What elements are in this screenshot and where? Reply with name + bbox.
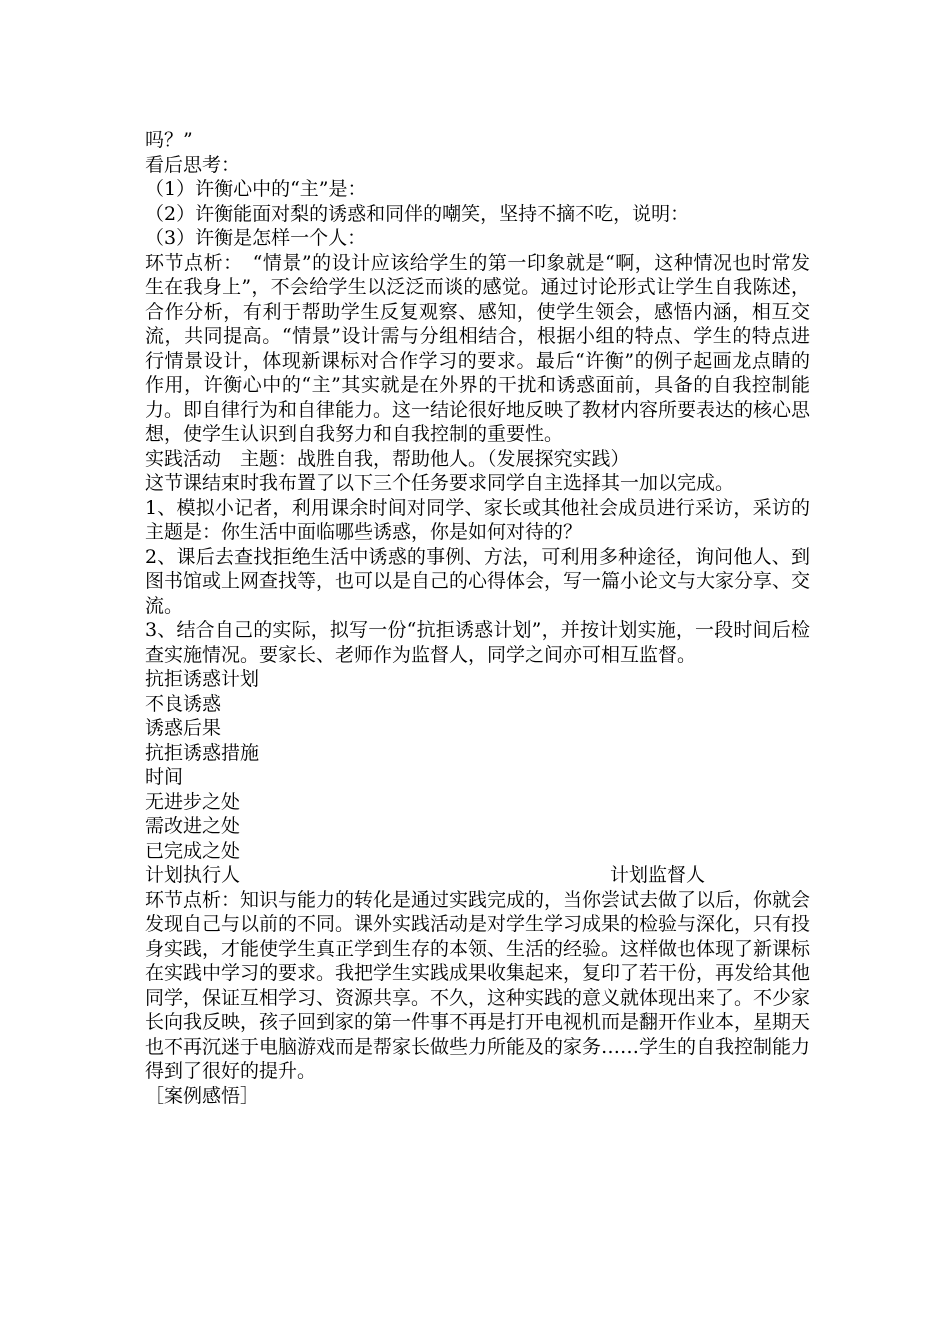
plan-item-time: 时间 (145, 766, 184, 788)
quote-ending: 吗？” (145, 129, 193, 151)
plan-item-needs-improvement: 需改进之处 (145, 815, 241, 837)
document-page (145, 128, 810, 1108)
question-1: （1）许衡心中的“主”是： (145, 178, 367, 200)
signature-row (145, 863, 705, 888)
reflection-heading: 看后思考： (145, 153, 241, 176)
plan-item-bad-temptation: 不良诱惑 (145, 692, 222, 715)
task-2: 2、课后去查找拒绝生活中诱惑的事例、方法，可利用多种途径，询问他人、到图书馆或上网查找等，也可以是自己的心得体会，写一篇小论文与大家分享、交流。 (145, 545, 811, 617)
task-intro: 这节课结束时我布置了以下三个任务要求同学自主选择其一加以完成。 (145, 472, 735, 494)
plan-item-measures: 抗拒诱惑措施 (145, 741, 260, 764)
plan-title: 抗拒诱惑计划 (145, 668, 260, 690)
analysis-paragraph-2: 环节点析：知识与能力的转化是通过实践完成的，当你尝试去做了以后，你就会发现自己与以前的不同。课外实践活动是对学生学习成果的检验与深化，只有投身实践，才能使学生真正学到生存的本领、生活的经验。这样做也体现了新课标在实践中学习的要求。我把学生实践成果收集起来，复印了若干份，再发给其他同学，保证互相学习、资源共享。不久，这种实践的意义就体现出来了。不少家长向我反映，孩子回到家的第一件事不再是打开电视机而是翻开作业本，星期天也不再沉迷于电脑游戏而是帮家长做些力所能及的家务……学生的自我控制能力得到了很好的提升。 (145, 888, 811, 1082)
plan-item-completed: 已完成之处 (145, 839, 241, 862)
task-1: 1、模拟小记者，利用课余时间对同学、家长或其他社会成员进行采访，采访的主题是：你生活中面临哪些诱惑，你是如何对待的？ (145, 496, 810, 543)
question-3: （3）许衡是怎样一个人： (145, 227, 367, 249)
analysis-paragraph-1: 环节点析： “情景”的设计应该给学生的第一印象就是“啊，这种情况也时常发生在我身上”，不会给学生以泛泛而谈的感觉。通过讨论形式让学生自我陈述，合作分析，有利于帮助学生反复观察、感知，使学生领会，感悟内涵，相互交流，共同提高。“情景”设计需与分组相结合，根据小组的特点、学生的特点进行情景设计，体现新课标对合作学习的要求。最后“许衡”的例子起画龙点睛的作用，许衡心中的“主”其实就是在外界的干扰和诱惑面前，具备的自我控制能力。即自律行为和自律能力。这一结论很好地反映了教材内容所要表达的核心思想，使学生认识到自我努力和自我控制的重要性。 (145, 251, 811, 445)
plan-item-no-progress: 无进步之处 (145, 790, 241, 813)
practice-activity-heading: 实践活动 主题：战胜自我，帮助他人。（发展探究实践） (145, 447, 630, 470)
plan-executor-label: 计划执行人 (145, 864, 241, 886)
plan-supervisor-label: 计划监督人 (609, 864, 705, 886)
plan-item-consequence: 诱惑后果 (145, 717, 222, 739)
question-2: （2）许衡能面对梨的诱惑和同伴的嘲笑，坚持不摘不吃，说明： (145, 202, 690, 225)
case-reflection-heading: ［案例感悟］ (145, 1084, 260, 1107)
task-3: 3、结合自己的实际，拟写一份“抗拒诱惑计划”，并按计划实施，一段时间后检查实施情况。要家长、老师作为监督人，同学之间亦可相互监督。 (145, 619, 810, 666)
